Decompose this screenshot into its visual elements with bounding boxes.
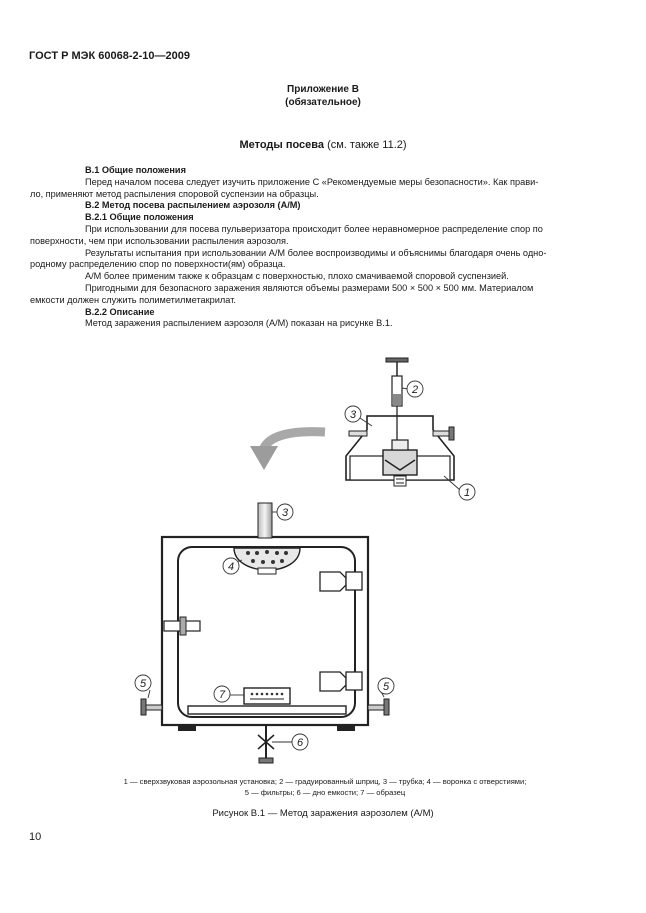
figure-legend [60,776,590,798]
callout-5: 5 [139,678,147,690]
aerosol-unit [346,416,454,486]
document-header: ГОСТ Р МЭК 60068-2-10—2009 [29,50,190,62]
callout-4: 4 [227,561,235,573]
callout-2: 2 [411,384,419,396]
paragraph: А/М более применим также к образцам с поверхностью, плохо смачиваемой споровой суспензией. [85,271,509,282]
paragraph-continuation: емкости должен служить полиметилметакрилат. [30,294,236,305]
paragraph: Метод заражения распылением аэрозоля (А/М) показан на рисунке В.1. [85,318,393,329]
callout-5: 5 [382,681,390,693]
callout-7: 7 [218,689,226,701]
paragraph: Результаты испытания при использовании А/М более воспроизводимы и объяснимы благодаря очень одно- [85,247,547,258]
section-title-rest: (см. также 11.2) [324,139,407,151]
section-title-bold: Методы посева [239,139,325,151]
callout-6: 6 [296,737,304,749]
paragraph: Перед началом посева следует изучить приложение С «Рекомендуемые меры безопасности». Как прави- [85,176,539,187]
paragraph-continuation: поверхности, чем при использовании распыления аэрозоля. [30,235,289,246]
paragraph: При использовании для посева пульверизатора происходит более неравномерное распределение спор по [85,223,543,234]
paragraph: Пригодными для безопасного заражения являются объемы размерами 500 × 500 × 500 мм. Материалом [85,282,534,293]
annex-title: Приложение В [287,84,359,95]
heading-b22: В.2.2 Описание [85,306,155,317]
callout-1: 1 [463,487,471,499]
paragraph-continuation: ло, применяют метод распыления споровой суспензии на образцы. [30,188,319,199]
page-number: 10 [29,831,42,843]
callout-3: 3 [349,409,357,421]
legend-line-1: 1 — сверхзвуковая аэрозольная установка; 2 — градуированный шприц, 3 — трубка; 4 — воронка с отверстиями; [123,777,527,786]
container [141,503,389,763]
heading-b21: В.2.1 Общие положения [85,212,194,223]
paragraph-continuation: родному распределению спор по поверхности(ям) образца. [30,259,286,270]
callout-3: 3 [281,507,289,519]
legend-line-2: 5 — фильтры; 6 — дно емкости; 7 — образец [244,788,406,797]
transfer-arrow [250,432,325,470]
figure-caption: Рисунок В.1 — Метод заражения аэрозолем (А/М) [212,808,434,819]
heading-b1: В.1 Общие положения [85,165,186,175]
heading-b2: В.2 Метод посева распылением аэрозоля (А/М) [85,200,301,211]
annex-status: (обязательное) [285,97,361,108]
